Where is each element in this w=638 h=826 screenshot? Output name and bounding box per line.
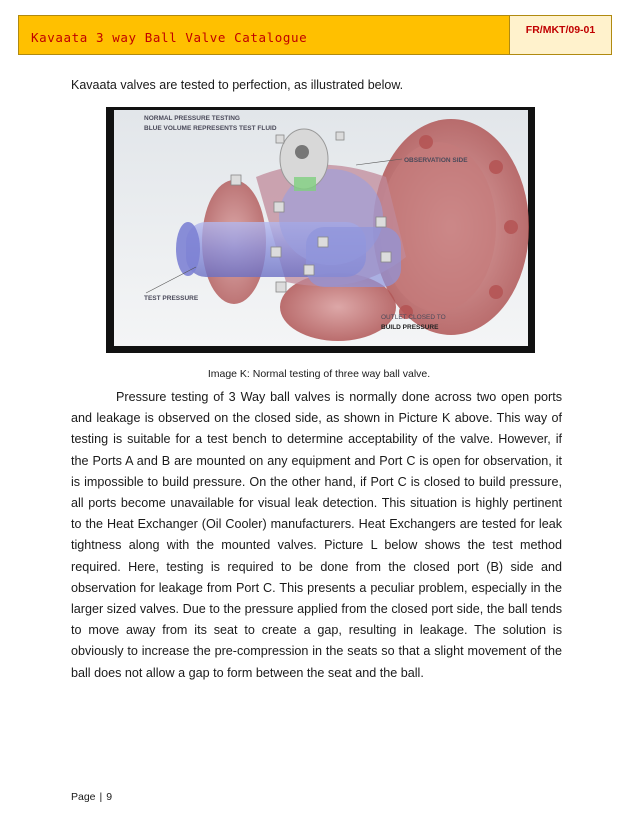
figure-label-test-pressure: TEST PRESSURE [144, 295, 199, 302]
page-label: Page [71, 791, 96, 803]
figure-caption: Image K: Normal testing of three way ball valve. [207, 368, 431, 380]
page-separator: | [99, 791, 103, 803]
figure-label-blue: BLUE VOLUME REPRESENTS TEST FLUID [144, 125, 277, 132]
figure-label-outlet: OUTLET CLOSED TO [381, 314, 446, 321]
valve-diagram [106, 107, 535, 353]
header-bar [18, 15, 612, 55]
page-number: 9 [106, 791, 113, 803]
page-footer [71, 791, 112, 803]
body-paragraph-text: Pressure testing of 3 Way ball valves is normally done across two open ports and leakage is observed on the closed side, as shown in Picture K above. This way of testing is suitable for a test bench to determine acceptability of the valve. However, if the Ports A and B are mounted on any equipment and Port C is open for observation, it is impossible to build pressure. On the other hand, if Port C is closed to build pressure, all ports become unavailable for visual leak detection. This situation is highly pertinent to the Heat Exchanger (Oil Cooler) manufacturers. Heat Exchangers are tested for leak tightness along with the mounted valves. Picture L below shows the test method required. Here, testing is required to be done from the closed port (B) side and observation for leakage from Port C. This presents a peculiar problem, especially in the larger sized valves. Due to the pressure applied from the closed port side, the ball tends to move away from its seat to create a gap, resulting in leakage. The solution is obviously to increase the pre-compression in the seats so that a slight movement of the ball does not allow a gap to form between the seat and the ball. [71, 390, 562, 680]
figure-label-observation: OBSERVATION SIDE [404, 157, 468, 164]
catalogue-title: Kavaata 3 way Ball Valve Catalogue [31, 30, 308, 45]
valve-test-illustration [106, 107, 535, 353]
intro-text: Kavaata valves are tested to perfection, as illustrated below. [71, 78, 404, 92]
body-paragraph [71, 387, 562, 684]
figure-label-build: BUILD PRESSURE [381, 324, 439, 331]
figure-label-normal: NORMAL PRESSURE TESTING [144, 115, 240, 122]
document-code: FR/MKT/09-01 [509, 16, 611, 54]
